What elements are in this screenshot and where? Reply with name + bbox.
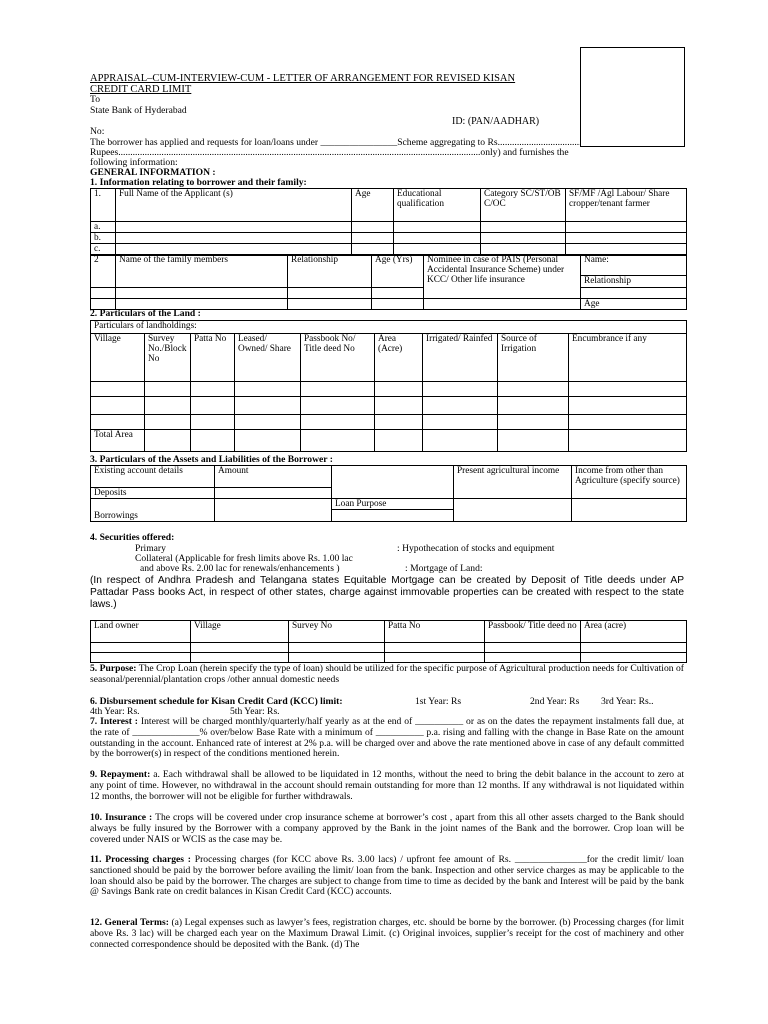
landholdings-label: Particulars of landholdings: <box>91 321 687 334</box>
row-a: a. <box>91 222 116 233</box>
section-3-heading: 3. Particulars of the Assets and Liabilities of the Borrower : <box>90 454 333 465</box>
primary-label: Primary <box>135 543 166 554</box>
education-header: Educational qualification <box>394 189 481 222</box>
intro-line-1: The borrower has applied and requests for loan/loans under ________________Scheme aggregating to Rs................................... <box>90 138 582 148</box>
other-income-header: Income from other than Agriculture (specify source) <box>572 466 687 499</box>
family-relationship-header: Relationship <box>288 255 372 288</box>
nominee-header: Nominee in case of PAIS (Personal Accidental Insurance Scheme) under KCC/ Other life insurance <box>424 255 581 299</box>
repayment-label: 9. Repayment: <box>90 769 151 780</box>
disbursement-year-4: 4th Year: Rs. <box>90 706 140 717</box>
irrigated-header: Irrigated/ Rainfed <box>423 334 498 382</box>
village-header: Village <box>91 334 145 382</box>
applicant-table <box>90 188 687 256</box>
repayment-paragraph <box>90 770 684 802</box>
disbursement-year-2: 2nd Year: Rs <box>530 696 580 707</box>
insurance-text: The crops will be covered under crop insurance scheme at borrower’s cost , apart from this all other assets charged to the Bank should always be fully insured by the Borrower with a company approved by the Bank in the joint names of the Bank and the borrower. Crop loan will be covered under NAIS or WCIS as the case may be. <box>90 812 684 845</box>
intro-line-3: following information: <box>90 157 178 168</box>
no-label: No: <box>90 126 105 137</box>
collateral-line-1: Collateral (Applicable for fresh limits above Rs. 1.00 lac <box>135 553 353 564</box>
family-table <box>90 254 687 310</box>
loan-purpose-label: Loan Purpose <box>332 499 454 510</box>
deposits-label: Deposits <box>91 488 215 499</box>
nominee-relationship-label: Relationship <box>581 276 687 288</box>
patta-header: Patta No <box>191 334 235 382</box>
section-1-heading: 1. Information relating to borrower and their family: <box>90 177 307 188</box>
general-info-heading: GENERAL INFORMATION : <box>90 167 216 178</box>
processing-label: 11. Processing charges : <box>90 854 191 865</box>
nominee-age-label: Age <box>581 299 687 310</box>
title-line-2: CREDIT CARD LIMIT <box>90 84 192 96</box>
repayment-text: a. Each withdrawal shall be allowed to be liquidated in 12 months, without the need to bring the debit balance in the account to zero at any point of time. However, no withdrawal in the account should remain outstanding for more than 12 months. If any withdrawal is not liquidated within 12 months, the borrower will not be eligible for further withdrawals. <box>90 769 684 802</box>
borrowings-label: Borrowings <box>91 499 215 522</box>
disbursement-year-1: 1st Year: Rs <box>415 696 462 707</box>
disbursement-label: 6. Disbursement schedule for Kisan Credit Card (KCC) limit: <box>90 696 343 707</box>
intro-line-2: Rupees.......................................................................................................................................................only) and furnishes the <box>90 148 569 158</box>
row-b: b. <box>91 233 116 244</box>
owner-passbook-header: Passbook/ Title deed no <box>485 621 581 643</box>
farmer-type-header: SF/MF /Agl Labour/ Share cropper/tenant farmer <box>566 189 687 222</box>
disbursement-year-5: 5th Year: Rs. <box>230 706 280 717</box>
land-owner-header: Land owner <box>91 621 191 643</box>
survey-header: Survey No./Block No <box>145 334 191 382</box>
insurance-label: 10. Insurance : <box>90 812 153 823</box>
bank-name: State Bank of Hyderabad <box>90 105 187 116</box>
to-label: To <box>90 94 100 105</box>
applicant-age-header: Age <box>352 189 394 222</box>
general-terms-paragraph <box>90 918 684 950</box>
owner-survey-header: Survey No <box>289 621 385 643</box>
land-table <box>90 320 687 452</box>
title-line-1: APPRAISAL–CUM-INTERVIEW-CUM - LETTER OF ARRANGEMENT FOR REVISED KISAN <box>90 73 516 84</box>
general-terms-text: (a) Legal expenses such as lawyer’s fees, registration charges, etc. should be borne by the borrower. (b) Processing charges (for limit above Rs. 3 lac) will be charged each year on the Maximum Drawal Limit. (c) Original invoices, supplier’s receipt for the cost of machinery and other connected correspondence should be deposited with the Bank. (d) The <box>90 917 684 950</box>
agri-income-header: Present agricultural income <box>454 466 572 499</box>
owner-village-header: Village <box>191 621 289 643</box>
lease-header: Leased/ Owned/ Share <box>235 334 301 382</box>
existing-account-header: Existing account details <box>91 466 215 488</box>
passbook-header: Passbook No/ Title deed No <box>301 334 375 382</box>
insurance-paragraph <box>90 813 684 845</box>
area-header: Area (Acre) <box>375 334 423 382</box>
processing-paragraph <box>90 855 684 898</box>
total-area-label: Total Area <box>91 430 145 452</box>
family-name-header: Name of the family members <box>116 255 288 288</box>
interest-label: 7. Interest : <box>90 716 139 727</box>
row-c: c. <box>91 244 116 255</box>
section-4-heading: 4. Securities offered: <box>90 532 175 543</box>
amount-header: Amount <box>215 466 332 488</box>
section-2-heading: 2. Particulars of the Land : <box>90 308 201 319</box>
collateral-line-2: and above Rs. 2.00 lac for renewals/enhancements ) <box>140 563 340 574</box>
purpose-label: 5. Purpose: <box>90 663 137 674</box>
mortgage-note: (In respect of Andhra Pradesh and Telangana states Equitable Mortgage can be created by Deposit of Title deeds under AP Pattadar Pass books Act, in respect of other states, charge against immovable properties can be created with respect to the state laws.) <box>90 575 684 611</box>
photo-box <box>580 47 685 147</box>
nominee-name-label: Name: <box>581 255 687 276</box>
form-title <box>90 73 560 95</box>
general-terms-label: 12. General Terms: <box>90 917 169 928</box>
owner-area-header: Area (acre) <box>581 621 687 643</box>
disbursement-year-3: 3rd Year: Rs.. <box>601 696 654 707</box>
land-owner-table <box>90 620 687 663</box>
applicant-name-header: Full Name of the Applicant (s) <box>116 189 352 222</box>
family-no: 2 <box>91 255 116 288</box>
interest-text: Interest will be charged monthly/quarterly/half yearly as at the end of __________ or as on the dates the repayment instalments fall due, at the rate of ______________% over/below Base Rate with a minimum of __________ p.a. rising and falling with the change in Base Rate on the amount outstanding in the account. Enhanced rate of interest at 2% p.a. will be charged over and above the rate mentioned above in case of any default committed by the borrower(s) in respect of the conditions mentioned herein. <box>90 716 685 760</box>
id-label: ID: (PAN/AADHAR) <box>452 116 540 127</box>
applicant-no: 1. <box>91 189 116 222</box>
assets-table <box>90 465 687 522</box>
encumbrance-header: Encumbrance if any <box>569 334 687 382</box>
processing-text: Processing charges (for KCC above Rs. 3.00 lacs) / upfront fee amount of Rs. _______________for the credit limit/ loan sanctioned should be paid by the borrower before availing the limit/ loan from the bank. Inspection and other service charges as may be applicable to the loan should also be paid by the borrower. The charges are subject to change from time to time as decided by the bank and Interest will be paid by the bank @ Savings Bank rate on credit balances in Kisan Credit Card (KCC) accounts. <box>90 854 684 898</box>
purpose-text: The Crop Loan (herein specify the type of loan) should be utilized for the specific purpose of Agricultural production needs for Cultivation of seasonal/perennial/plantation crops /other annual domestic needs <box>90 663 685 685</box>
owner-patta-header: Patta No <box>385 621 485 643</box>
primary-description: : Hypothecation of stocks and equipment <box>397 543 555 554</box>
category-header: Category SC/ST/OB C/OC <box>481 189 566 222</box>
family-age-header: Age (Yrs) <box>372 255 424 288</box>
interest-paragraph <box>90 717 684 760</box>
purpose-paragraph <box>90 664 684 686</box>
mortgage-label: : Mortgage of Land: <box>405 563 483 574</box>
irrigation-source-header: Source of Irrigation <box>498 334 569 382</box>
